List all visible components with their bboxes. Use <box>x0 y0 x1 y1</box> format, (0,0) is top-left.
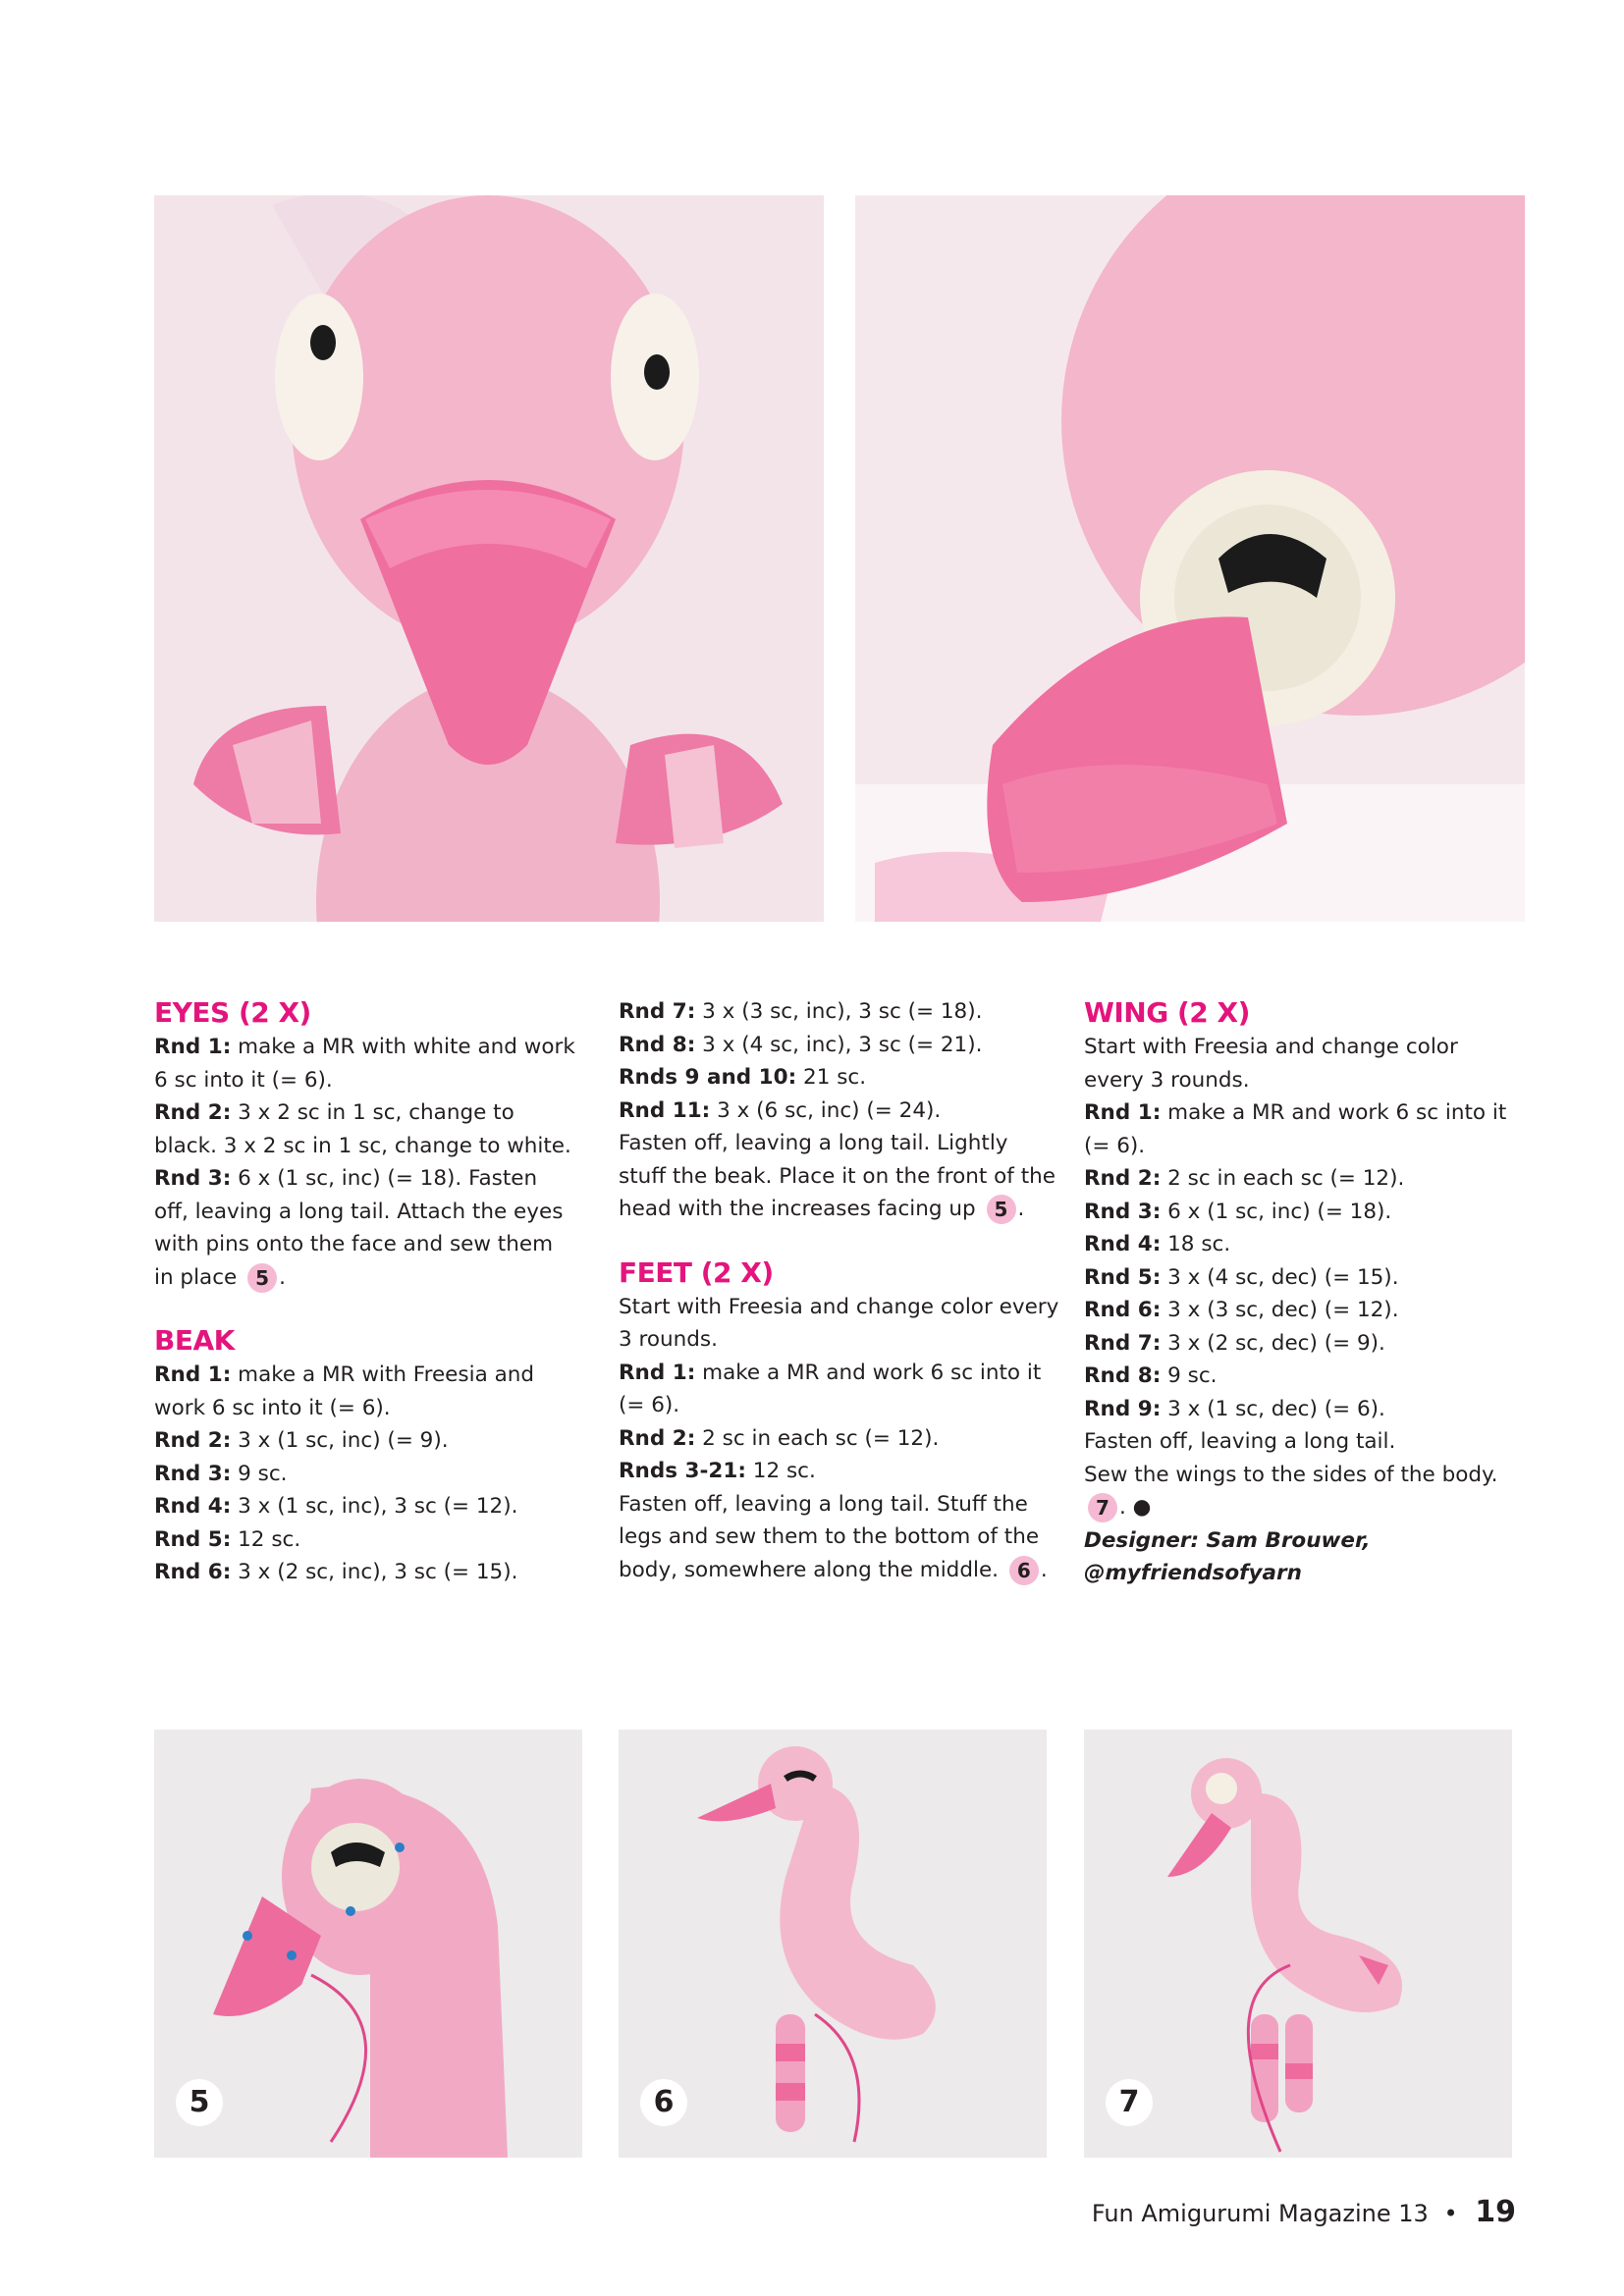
feet-intro: Start with Freesia and change color every 3 rounds. <box>619 1294 1059 1352</box>
step-badge-6: 6 <box>1009 1556 1039 1585</box>
eyes-heading: EYES (2 X) <box>154 996 311 1029</box>
column-2 <box>619 995 1060 1586</box>
beak-closing: Fasten off, leaving a long tail. Lightly stuff the beak. Place it on the front of the head with the increases facing up 5 . <box>619 1127 1060 1226</box>
column-1 <box>154 995 576 1589</box>
beak-heading: BEAK <box>154 1324 235 1357</box>
beak-rnd-7: Rnd 7: 3 x (3 sc, inc), 3 sc (= 18). <box>619 999 983 1024</box>
page-number: 19 <box>1475 2195 1516 2229</box>
beak-rnd-8: Rnd 8: 3 x (4 sc, inc), 3 sc (= 21). <box>619 1032 983 1057</box>
footer-bullet: • <box>1443 2200 1458 2227</box>
column-3 <box>1084 995 1521 1590</box>
photo-step-5 <box>154 1730 582 2158</box>
photo-number-6: 6 <box>640 2079 687 2126</box>
beak-rnd-9-10: Rnds 9 and 10: 21 sc. <box>619 1065 867 1090</box>
feet-closing: Fasten off, leaving a long tail. Stuff the legs and sew them to the bottom of the body, somewhere along the middle. 6 . <box>619 1488 1060 1587</box>
wing-rnd-4: Rnd 4: 18 sc. <box>1084 1232 1231 1256</box>
feet-rnd-3-21: Rnds 3-21: 12 sc. <box>619 1459 816 1483</box>
feet-heading: FEET (2 X) <box>619 1255 774 1289</box>
photo-step-6 <box>619 1730 1047 2158</box>
page-footer <box>1092 2195 1516 2229</box>
end-bullet: ● <box>1132 1495 1152 1520</box>
wing-heading: WING (2 X) <box>1084 996 1250 1029</box>
wing-intro: Start with Freesia and change color every 3 rounds. <box>1084 1035 1458 1093</box>
photo-flamingo-head-front <box>154 195 824 922</box>
feet-rnd-2: Rnd 2: 2 sc in each sc (= 12). <box>619 1425 940 1451</box>
wing-rnd-3: Rnd 3: 6 x (1 sc, inc) (= 18). <box>1084 1199 1392 1224</box>
photo-number-7: 7 <box>1106 2079 1153 2126</box>
photo-flamingo-head-closeup <box>855 195 1525 922</box>
magazine-name: Fun Amigurumi Magazine 13 <box>1091 2200 1429 2227</box>
beak-rnd-6: Rnd 6: 3 x (2 sc, inc), 3 sc (= 15). <box>154 1560 518 1584</box>
feet-rnd-1: Rnd 1: make a MR and work 6 sc into it (= 6). <box>619 1360 1042 1417</box>
eyes-rnd-3: Rnd 3: 6 x (1 sc, inc) (= 18). Fasten off, leaving a long tail. Attach the eyes with pins onto the face and sew them in place 5 . <box>154 1162 576 1294</box>
designer-handle: @myfriendsofyarn <box>1084 1561 1302 1585</box>
wing-rnd-5: Rnd 5: 3 x (4 sc, dec) (= 15). <box>1084 1264 1399 1290</box>
eyes-rnd-1: Rnd 1: make a MR with white and work 6 sc into it (= 6). <box>154 1035 575 1093</box>
beak-rnd-4: Rnd 4: 3 x (1 sc, inc), 3 sc (= 12). <box>154 1494 518 1519</box>
wing-closing-1: Fasten off, leaving a long tail. <box>1084 1429 1396 1454</box>
wing-rnd-9: Rnd 9: 3 x (1 sc, dec) (= 6). <box>1084 1396 1385 1421</box>
beak-rnd-2: Rnd 2: 3 x (1 sc, inc) (= 9). <box>154 1428 449 1453</box>
step-badge-7: 7 <box>1088 1493 1117 1522</box>
wing-rnd-2: Rnd 2: 2 sc in each sc (= 12). <box>1084 1166 1405 1191</box>
designer-name: Designer: Sam Brouwer, <box>1084 1527 1371 1553</box>
wing-rnd-6: Rnd 6: 3 x (3 sc, dec) (= 12). <box>1084 1298 1399 1322</box>
wing-rnd-7: Rnd 7: 3 x (2 sc, dec) (= 9). <box>1084 1330 1385 1356</box>
step-badge-5: 5 <box>247 1263 277 1293</box>
step-badge-5: 5 <box>987 1195 1016 1224</box>
photo-step-7 <box>1084 1730 1512 2158</box>
wing-closing-2: Sew the wings to the sides of the body. 7 . ● <box>1084 1459 1521 1524</box>
beak-rnd-5: Rnd 5: 12 sc. <box>154 1526 301 1552</box>
beak-rnd-11: Rnd 11: 3 x (6 sc, inc) (= 24). <box>619 1097 942 1123</box>
eyes-rnd-2: Rnd 2: 3 x 2 sc in 1 sc, change to black. 3 x 2 sc in 1 sc, change to white. <box>154 1100 571 1158</box>
wing-rnd-8: Rnd 8: 9 sc. <box>1084 1363 1218 1388</box>
beak-rnd-3: Rnd 3: 9 sc. <box>154 1461 288 1486</box>
photo-number-5: 5 <box>176 2079 223 2126</box>
wing-rnd-1: Rnd 1: make a MR and work 6 sc into it (= 6). <box>1084 1100 1507 1158</box>
beak-rnd-1: Rnd 1: make a MR with Freesia and work 6 sc into it (= 6). <box>154 1362 535 1420</box>
